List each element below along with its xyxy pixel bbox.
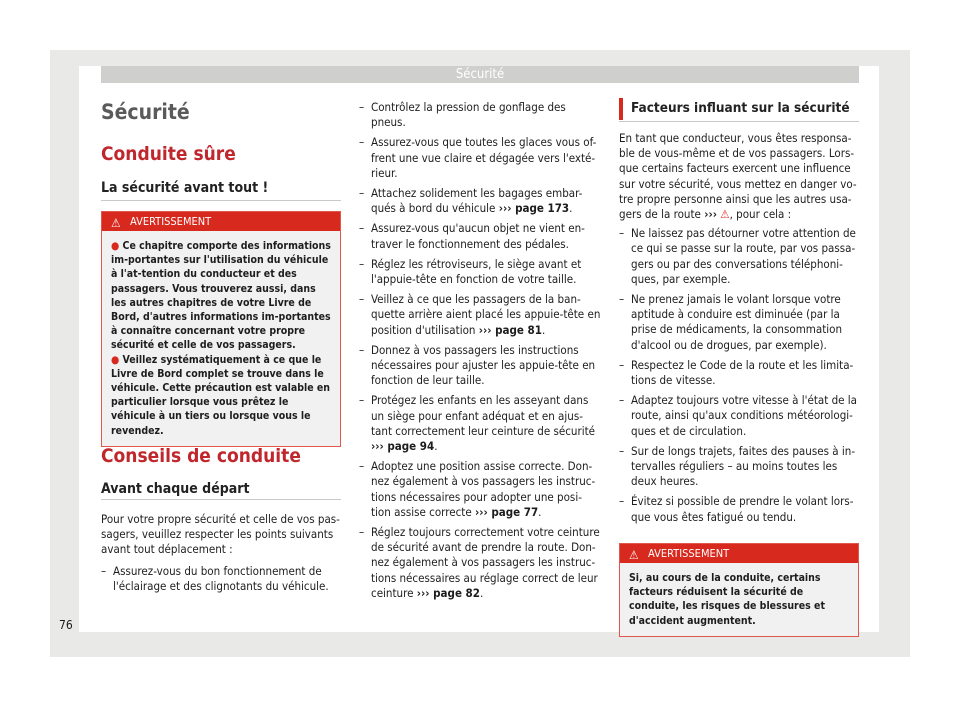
list-item: – Sur de longs trajets, faites des pauses à in-tervalles réguliers – au moins toutes les deux heures. <box>619 444 859 490</box>
warning-body: Si, au cours de la conduite, certains facteurs réduisent la sécurité de conduite, les risques de blessures et d'accident augmentent. <box>620 563 858 636</box>
warning-label: AVERTISSEMENT <box>130 215 212 228</box>
page-reference-link[interactable]: ››› page 77 <box>474 504 539 519</box>
running-header: Sécurité <box>101 66 859 83</box>
warning-body <box>102 231 340 446</box>
column-3 <box>619 131 859 530</box>
list-item: – Contrôlez la pression de gonflage des pneus. <box>359 100 601 130</box>
warning-box <box>101 211 341 447</box>
checklist <box>619 226 859 525</box>
section-heading <box>619 98 859 127</box>
reference-link[interactable]: ››› <box>704 207 717 222</box>
list-item: – Attachez solidement les bagages embar-qués à bord du véhicule ››› page 173. <box>359 186 601 216</box>
list-item: – Respectez le Code de la route et les limita-tions de vitesse. <box>619 358 859 388</box>
list-item: – Assurez-vous que toutes les glaces vous of-frent une vue claire et dégagée vers l'exté-rieur. <box>359 135 601 181</box>
list-item: – Adoptez une position assise correcte. Don-nez également à vos passagers les instruc-tions nécessaires pour adopter une posi-tion assise correcte ››› page 77. <box>359 459 601 520</box>
list-item: – Assurez-vous du bon fonctionnement de l'éclairage et des clignotants du véhicule. <box>101 564 341 594</box>
warning-item: ● Ce chapitre comporte des informations im-portantes sur l'utilisation du véhicule à l'at-tention du conducteur et des passagers. Vous trouverez aussi, dans les autres chapitres de votre Livre de Bord, d'autres informations im-portantes à connaître concernant votre propre sécurité et celle de vos passagers. <box>111 240 331 352</box>
warning-triangle-icon: ⚠ <box>629 548 639 562</box>
list-item: – Donnez à vos passagers les instructions nécessaires pour ajuster les appuie-tête en fonction de leur taille. <box>359 343 601 389</box>
warning-header <box>620 544 858 563</box>
checklist <box>359 100 601 601</box>
divider <box>101 200 341 201</box>
subsection-title-2: Avant chaque départ <box>101 481 250 497</box>
warning-item: ● Veillez systématiquement à ce que le Livre de Bord complet se trouve dans le véhicule. Cette précaution est valable en particulier lorsque vous prêtez le véhicule à un tiers ou lorsque vous le revendez. <box>111 353 331 437</box>
section-title-2: Conseils de conduite <box>101 445 301 467</box>
list-item: – Ne prenez jamais le volant lorsque votre aptitude à conduire est diminuée (par la prise de médicaments, la consommation d'alcool ou de drogues, par exemple). <box>619 292 859 353</box>
heading-text: Facteurs influant sur la sécurité <box>631 100 850 116</box>
warning-box <box>619 543 859 637</box>
list-item: – Réglez toujours correctement votre ceinture de sécurité avant de prendre la route. Don-nez également à vos passagers les instruc-tions nécessaires au réglage correct de leur ceinture ››› page 82. <box>359 525 601 601</box>
list-item: – Réglez les rétroviseurs, le siège avant et l'appuie-tête en fonction de votre taille. <box>359 257 601 287</box>
checklist <box>101 564 341 594</box>
list-item: – Assurez-vous qu'aucun objet ne vient en-traver le fonctionnement des pédales. <box>359 221 601 251</box>
chapter-title: Sécurité <box>101 100 190 124</box>
page-number: 76 <box>59 618 73 632</box>
list-item: – Veillez à ce que les passagers de la ban-quette arrière aient placé les appuie-tête en position d'utilisation ››› page 81. <box>359 292 601 338</box>
section-title: Conduite sûre <box>101 143 236 165</box>
divider <box>619 121 859 122</box>
bullet-icon: ● <box>111 353 123 366</box>
list-item: – Ne laissez pas détourner votre attention de ce qui se passe sur la route, par vos passa-gers ou par des conversations téléphoni-ques, par exemple. <box>619 226 859 287</box>
divider <box>101 499 341 500</box>
column-2 <box>359 100 601 606</box>
accent-bar <box>619 98 623 120</box>
page-reference-link[interactable]: ››› page 173 <box>498 201 570 216</box>
subsection-title: La sécurité avant tout ! <box>101 180 269 196</box>
warning-header <box>102 212 340 231</box>
page-reference-link[interactable]: ››› page 82 <box>416 585 480 600</box>
warning-triangle-icon: ⚠ <box>111 216 121 230</box>
list-item: – Adaptez toujours votre vitesse à l'état de la route, ainsi qu'aux conditions météorologi-ques et de circulation. <box>619 393 859 439</box>
page-reference-link[interactable]: ››› page 81 <box>478 322 542 337</box>
intro-paragraph: Pour votre propre sécurité et celle de vos pas-sagers, veuillez respecter les points suivants avant tout déplacement : – Assurez-vous du bon fonctionnement de l'éclairage et des clignotants du véhicule. <box>101 512 341 599</box>
warning-label: AVERTISSEMENT <box>648 547 730 560</box>
intro-paragraph: En tant que conducteur, vous êtes responsa-ble de vous-même et de vos passagers. Lors-que certains facteurs exercent une influence sur votre sécurité, vous mettez en danger vo-tre propre personne ainsi que les autres usa-gers de la route ››› ⚠, pour cela : <box>619 131 857 222</box>
list-item: – Évitez si possible de prendre le volant lors-que vous êtes fatigué ou tendu. <box>619 494 859 524</box>
bullet-icon: ● <box>111 240 123 252</box>
warning-triangle-icon: ⚠ <box>720 207 730 222</box>
list-item: – Protégez les enfants en les asseyant dans un siège pour enfant adéquat et en ajus-tant correctement leur ceinture de sécurité ››› page 94. <box>359 393 601 454</box>
page-reference-link[interactable]: ››› page 94 <box>371 439 435 454</box>
